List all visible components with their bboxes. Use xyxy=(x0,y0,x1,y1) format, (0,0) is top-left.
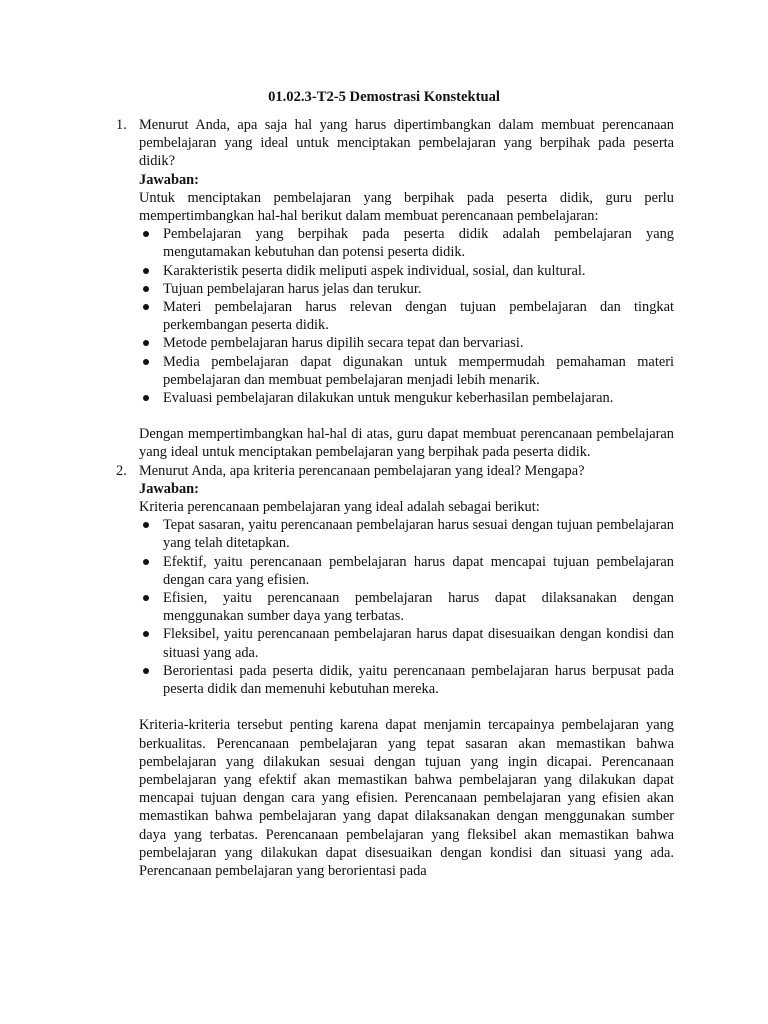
bullet-text: Materi pembelajaran harus relevan dengan tujuan pembelajaran dan tingkat perkembangan peserta didik. xyxy=(163,299,674,334)
bullet-item xyxy=(139,662,674,698)
bullet-icon xyxy=(143,231,149,237)
bullet-icon xyxy=(143,359,149,365)
bullet-icon xyxy=(143,668,149,674)
answer-bullet-list xyxy=(139,516,674,698)
question-text: Menurut Anda, apa saja hal yang harus dipertimbangkan dalam membuat perencanaan pembelajaran yang ideal untuk menciptakan pembelajaran yang berpihak pada peserta didik? xyxy=(139,117,674,170)
bullet-item xyxy=(139,516,674,552)
answer-closing-paragraph: Kriteria-kriteria tersebut penting karena dapat menjamin tercapainya pembelajaran yang berkualitas. Perencanaan pembelajaran yang tepat sasaran akan memastikan bahwa pembelajaran yang dilakukan sesuai dengan tujuan yang ingin dicapai. Perencanaan pembelajaran yang efektif akan memastikan bahwa pembelajaran yang dilakukan dapat mencapai tujuan dengan cara yang efisien. Perencanaan pembelajaran yang efisien akan memastikan bahwa pembelajaran yang dapat dilaksanakan dengan menggunakan sumber daya yang terbatas. Perencanaan pembelajaran yang fleksibel akan memastikan bahwa pembelajaran yang dilakukan dapat disesuaikan dengan kondisi dan situasi yang ada. Perencanaan pembelajaran yang berorientasi pada xyxy=(139,717,674,879)
bullet-item xyxy=(139,298,674,334)
bullet-text: Karakteristik peserta didik meliputi aspek individual, sosial, dan kultural. xyxy=(163,262,586,279)
bullet-item xyxy=(139,280,674,298)
bullet-text: Media pembelajaran dapat digunakan untuk mempermudah pemahaman materi pembelajaran dan membuat pembelajaran menjadi lebih menarik. xyxy=(163,353,674,388)
bullet-item xyxy=(139,625,674,661)
bullet-text: Berorientasi pada peserta didik, yaitu perencanaan pembelajaran harus berpusat pada peserta didik dan memenuhi kebutuhan mereka. xyxy=(163,662,674,698)
bullet-text: Metode pembelajaran harus dipilih secara tepat dan bervariasi. xyxy=(163,335,524,352)
bullet-text: Efektif, yaitu perencanaan pembelajaran harus dapat mencapai tujuan pembelajaran dengan cara yang efisien. xyxy=(163,553,674,588)
question-number: 2. xyxy=(116,462,127,479)
bullet-text: Efisien, yaitu perencanaan pembelajaran harus dapat dilaksanakan dengan menggunakan sumber daya yang terbatas. xyxy=(163,590,674,625)
question-number: 1. xyxy=(116,117,127,133)
bullet-item xyxy=(139,389,674,407)
answer-label: Jawaban: xyxy=(139,480,199,497)
bullet-text: Pembelajaran yang berpihak pada peserta didik adalah pembelajaran yang mengutamakan kebutuhan dan potensi peserta didik. xyxy=(163,226,674,261)
bullet-item xyxy=(139,334,674,352)
answer-bullet-list xyxy=(139,225,674,407)
bullet-item xyxy=(139,589,674,625)
bullet-icon xyxy=(143,395,149,401)
bullet-text: Tepat sasaran, yaitu perencanaan pembelajaran harus sesuai dengan tujuan pembelajaran yang telah ditetapkan. xyxy=(163,517,674,552)
question-text: Menurut Anda, apa kriteria perencanaan pembelajaran yang ideal? Mengapa? xyxy=(139,462,585,479)
question-2 xyxy=(116,462,674,880)
bullet-icon xyxy=(143,559,149,565)
bullet-text: Tujuan pembelajaran harus jelas dan terukur. xyxy=(163,280,422,297)
answer-intro: Untuk menciptakan pembelajaran yang berpihak pada peserta didik, guru perlu mempertimbangkan hal-hal berikut dalam membuat perencanaan pembelajaran: xyxy=(139,189,674,225)
bullet-item xyxy=(139,225,674,261)
answer-closing-paragraph: Dengan mempertimbangkan hal-hal di atas, guru dapat membuat perencanaan pembelajaran yang ideal untuk menciptakan pembelajaran yang berpihak pada peserta didik. xyxy=(139,426,674,461)
bullet-icon xyxy=(143,268,149,274)
bullet-text: Fleksibel, yaitu perencanaan pembelajaran harus dapat disesuaikan dengan kondisi dan situasi yang ada. xyxy=(163,626,674,661)
bullet-icon xyxy=(143,304,149,310)
question-1 xyxy=(116,116,674,462)
document-title: 01.02.3-T2-5 Demostrasi Konstektual xyxy=(268,89,500,105)
answer-label: Jawaban: xyxy=(139,171,199,188)
document-body xyxy=(116,116,674,880)
bullet-item xyxy=(139,353,674,389)
bullet-icon xyxy=(143,595,149,601)
bullet-icon xyxy=(143,631,149,637)
bullet-icon xyxy=(143,522,149,528)
answer-intro: Kriteria perencanaan pembelajaran yang ideal adalah sebagai berikut: xyxy=(139,499,540,516)
bullet-item xyxy=(139,553,674,589)
bullet-item xyxy=(139,262,674,280)
bullet-text: Evaluasi pembelajaran dilakukan untuk mengukur keberhasilan pembelajaran. xyxy=(163,390,614,407)
bullet-icon xyxy=(143,286,149,292)
bullet-icon xyxy=(143,340,149,346)
